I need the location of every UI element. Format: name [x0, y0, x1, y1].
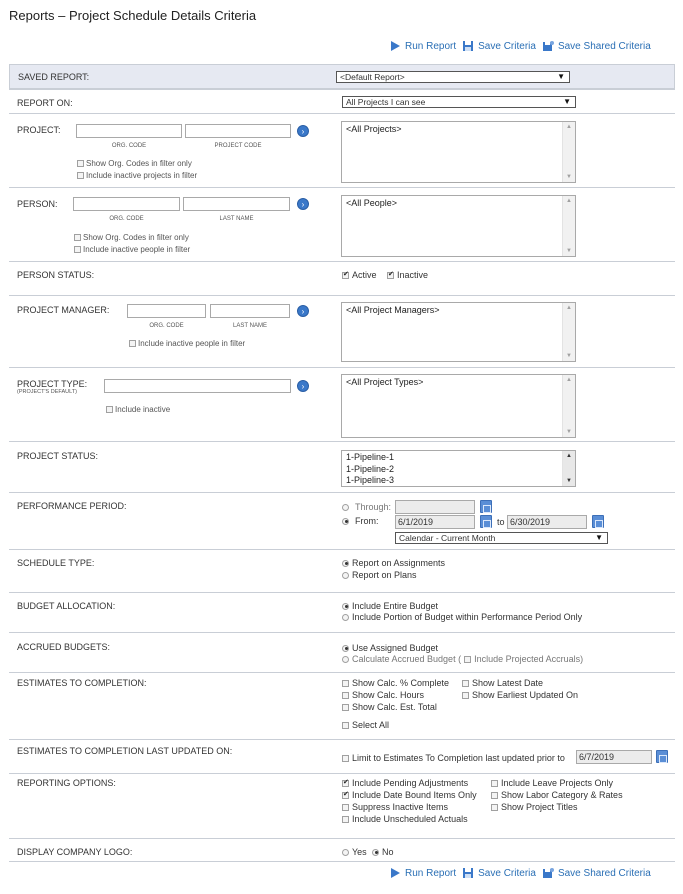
bottom-toolbar — [389, 866, 651, 880]
project-include-inactive[interactable] — [77, 171, 197, 180]
unscheduled-actuals-label: Include Unscheduled Actuals — [352, 814, 468, 824]
project-status-row — [9, 441, 675, 492]
leave-projects-checkbox[interactable] — [491, 780, 498, 787]
report-on-value: All Projects I can see — [346, 97, 426, 107]
labor-category-checkbox[interactable] — [491, 792, 498, 799]
calculate-accrued-radio[interactable] — [342, 656, 349, 663]
person-org-code-input[interactable] — [73, 197, 180, 211]
run-report-label: Run Report — [405, 40, 457, 52]
top-toolbar — [389, 39, 651, 53]
list-item[interactable]: <All Projects> — [346, 124, 402, 134]
report-on-plans-option[interactable] — [342, 570, 417, 580]
save-criteria-label: Save Criteria — [478, 40, 536, 52]
report-on-label: REPORT ON: — [17, 98, 73, 108]
report-on-select[interactable] — [342, 96, 576, 108]
logo-yes-option[interactable] — [342, 847, 367, 857]
limit-estimates-label: Limit to Estimates To Completion last updated prior to — [352, 753, 565, 763]
through-radio[interactable] — [342, 504, 349, 511]
reporting-options-label: REPORTING OPTIONS: — [17, 778, 116, 788]
latest-date-option[interactable] — [462, 678, 543, 688]
calc-pct-checkbox[interactable] — [342, 680, 349, 687]
project-org-code-input[interactable] — [76, 124, 182, 138]
estimates-row — [9, 672, 675, 739]
project-include-inactive-checkbox[interactable] — [77, 172, 84, 179]
use-assigned-budget-option[interactable] — [342, 643, 438, 653]
project-show-org-codes[interactable] — [77, 159, 192, 168]
schedule-type-row — [9, 549, 675, 592]
scroll-up-icon[interactable]: ▲ — [566, 198, 572, 204]
project-status-listbox[interactable] — [341, 450, 576, 487]
person-status-active[interactable] — [342, 270, 377, 280]
scrollbar[interactable] — [562, 303, 575, 361]
scroll-up-icon[interactable]: ▲ — [566, 453, 572, 459]
logo-no-label: No — [382, 847, 394, 857]
pending-adjustments-option[interactable] — [342, 778, 468, 788]
estimates-last-updated-label: ESTIMATES TO COMPLETION LAST UPDATED ON: — [17, 746, 233, 756]
list-item[interactable]: 1-Pipeline-1 — [346, 452, 395, 462]
saved-report-row — [9, 64, 675, 89]
estimates-label: ESTIMATES TO COMPLETION: — [17, 678, 147, 688]
save-shared-criteria-label: Save Shared Criteria — [557, 40, 651, 52]
project-type-include-inactive[interactable] — [106, 405, 170, 414]
pm-last-name-input[interactable] — [210, 304, 290, 318]
last-name-caption: LAST NAME — [233, 323, 267, 329]
select-all-label: Select All — [352, 720, 390, 730]
performance-period-label: PERFORMANCE PERIOD: — [17, 501, 127, 511]
project-type-include-inactive-checkbox[interactable] — [106, 406, 113, 413]
project-status-label: PROJECT STATUS: — [17, 451, 99, 461]
active-checkbox[interactable] — [342, 272, 349, 279]
logo-no-radio[interactable] — [372, 849, 379, 856]
through-date-input[interactable] — [395, 500, 475, 514]
person-last-name-input[interactable] — [183, 197, 290, 211]
period-value: Calendar - Current Month — [399, 533, 496, 543]
org-code-caption: ORG. CODE — [149, 323, 184, 329]
scroll-down-icon[interactable]: ▼ — [566, 353, 572, 359]
inactive-label: Inactive — [397, 270, 429, 280]
list-item[interactable]: <All Project Types> — [346, 377, 424, 387]
scroll-up-icon[interactable]: ▲ — [566, 305, 572, 311]
person-include-inactive-checkbox[interactable] — [74, 246, 81, 253]
project-titles-checkbox[interactable] — [491, 804, 498, 811]
company-logo-label: DISPLAY COMPANY LOGO: — [17, 847, 133, 857]
person-status-row — [9, 261, 675, 295]
performance-period-row — [9, 492, 675, 549]
calc-hours-label: Show Calc. Hours — [352, 690, 425, 700]
logo-yes-radio[interactable] — [342, 849, 349, 856]
active-label: Active — [352, 270, 377, 280]
scroll-down-icon[interactable]: ▼ — [566, 248, 572, 254]
from-radio[interactable] — [342, 518, 349, 525]
project-type-go-button[interactable] — [297, 380, 309, 392]
chevron-down-icon: ▼ — [595, 533, 603, 542]
save-criteria-button[interactable] — [462, 867, 536, 879]
person-status-label: PERSON STATUS: — [17, 270, 95, 280]
accrued-budgets-row — [9, 632, 675, 672]
suppress-inactive-checkbox[interactable] — [342, 804, 349, 811]
to-date-value: 6/30/2019 — [510, 517, 551, 527]
reporting-options-row — [9, 773, 675, 838]
run-report-button[interactable] — [389, 40, 456, 52]
select-all-checkbox[interactable] — [342, 722, 349, 729]
include-projected-checkbox[interactable] — [464, 656, 471, 663]
project-listbox[interactable] — [341, 121, 576, 183]
latest-date-checkbox[interactable] — [462, 680, 469, 687]
entire-budget-option[interactable] — [342, 601, 438, 611]
calculate-accrued-label: Calculate Accrued Budget ( — [352, 654, 462, 664]
arrow-right-circle-icon: › — [301, 127, 305, 136]
save-criteria-label: Save Criteria — [478, 867, 536, 879]
include-projected-label: Include Projected Accruals) — [474, 654, 584, 664]
calendar-icon[interactable] — [656, 750, 668, 763]
labor-category-label: Show Labor Category & Rates — [501, 790, 623, 800]
list-item[interactable]: 1-Pipeline-3 — [346, 475, 395, 485]
person-include-inactive-label: Include inactive people in filter — [83, 245, 191, 254]
scrollbar[interactable] — [562, 196, 575, 256]
portion-budget-radio[interactable] — [342, 614, 349, 621]
calc-pct-option[interactable] — [342, 678, 449, 688]
org-code-caption: ORG. CODE — [111, 143, 147, 149]
save-shared-criteria-label: Save Shared Criteria — [557, 867, 651, 879]
saved-report-label: SAVED REPORT: — [18, 72, 90, 82]
estimates-last-updated-row — [9, 739, 675, 773]
date-bound-checkbox[interactable] — [342, 792, 349, 799]
date-bound-label: Include Date Bound Items Only — [352, 790, 477, 800]
limit-estimates-checkbox[interactable] — [342, 755, 349, 762]
project-type-sublabel: (PROJECT'S DEFAULT) — [17, 389, 77, 395]
project-type-include-inactive-label: Include inactive — [115, 405, 171, 414]
project-code-caption: PROJECT CODE — [214, 143, 262, 149]
to-label: to — [497, 517, 505, 527]
plans-radio[interactable] — [342, 572, 349, 579]
arrow-right-circle-icon: › — [301, 307, 305, 316]
portion-budget-option[interactable] — [342, 612, 582, 622]
project-titles-option[interactable] — [491, 802, 578, 812]
chevron-down-icon: ▼ — [563, 97, 571, 106]
person-status-inactive[interactable] — [387, 270, 428, 280]
logo-yes-label: Yes — [352, 847, 367, 857]
to-date-input[interactable] — [507, 515, 587, 529]
shared-save-icon — [542, 867, 554, 879]
floppy-icon — [462, 867, 474, 879]
use-assigned-label: Use Assigned Budget — [352, 643, 439, 653]
labor-category-option[interactable] — [491, 790, 623, 800]
scroll-down-icon[interactable]: ▼ — [566, 478, 572, 484]
date-bound-option[interactable] — [342, 790, 477, 800]
person-include-inactive[interactable] — [74, 245, 190, 254]
leave-projects-label: Include Leave Projects Only — [501, 778, 614, 788]
list-item[interactable]: <All People> — [346, 198, 398, 208]
portion-budget-label: Include Portion of Budget within Performance Period Only — [352, 612, 583, 622]
limit-date-value: 6/7/2019 — [579, 752, 615, 762]
scroll-down-icon[interactable]: ▼ — [566, 429, 572, 435]
report-on-assignments-option[interactable] — [342, 558, 445, 568]
assignments-radio[interactable] — [342, 560, 349, 567]
assignments-label: Report on Assignments — [352, 558, 446, 568]
arrow-right-circle-icon: › — [301, 200, 305, 209]
person-show-org-codes-checkbox[interactable] — [74, 234, 81, 241]
suppress-inactive-label: Suppress Inactive Items — [352, 802, 449, 812]
person-row — [9, 187, 675, 261]
scroll-up-icon[interactable]: ▲ — [566, 377, 572, 383]
accrued-budgets-label: ACCRUED BUDGETS: — [17, 642, 111, 652]
earliest-updated-option[interactable] — [462, 690, 578, 700]
calculate-accrued-option[interactable] — [342, 654, 583, 664]
scrollbar[interactable] — [562, 451, 575, 486]
project-type-input[interactable] — [104, 379, 291, 393]
project-manager-label: PROJECT MANAGER: — [17, 305, 110, 315]
from-option[interactable] — [342, 516, 379, 526]
calendar-icon[interactable] — [592, 515, 604, 528]
limit-date-input[interactable] — [576, 750, 652, 764]
scroll-down-icon[interactable]: ▼ — [566, 174, 572, 180]
scrollbar[interactable] — [562, 375, 575, 437]
project-type-label: PROJECT TYPE: — [17, 379, 88, 389]
last-name-caption: LAST NAME — [219, 216, 254, 222]
calc-hours-checkbox[interactable] — [342, 692, 349, 699]
project-show-org-codes-label: Show Org. Codes in filter only — [86, 159, 192, 168]
inactive-checkbox[interactable] — [387, 272, 394, 279]
earliest-updated-label: Show Earliest Updated On — [472, 690, 579, 700]
schedule-type-label: SCHEDULE TYPE: — [17, 558, 95, 568]
save-criteria-button[interactable] — [462, 40, 536, 52]
pm-include-inactive[interactable] — [129, 339, 245, 348]
run-report-label: Run Report — [405, 867, 457, 879]
save-shared-criteria-button[interactable] — [542, 40, 651, 52]
entire-budget-radio[interactable] — [342, 603, 349, 610]
project-manager-row — [9, 295, 675, 367]
project-row — [9, 113, 675, 187]
period-select[interactable] — [395, 532, 608, 544]
report-on-row — [9, 89, 675, 113]
floppy-icon — [462, 40, 474, 52]
project-manager-listbox[interactable] — [341, 302, 576, 362]
earliest-updated-checkbox[interactable] — [462, 692, 469, 699]
project-code-input[interactable] — [185, 124, 291, 138]
project-include-inactive-label: Include inactive projects in filter — [86, 171, 198, 180]
calendar-icon[interactable] — [480, 500, 492, 513]
latest-date-label: Show Latest Date — [472, 678, 544, 688]
play-icon — [389, 867, 401, 879]
page-title: Reports – Project Schedule Details Criteria — [9, 8, 257, 23]
calc-hours-option[interactable] — [342, 690, 424, 700]
saved-report-value: <Default Report> — [340, 72, 405, 82]
pm-go-button[interactable] — [297, 305, 309, 317]
person-show-org-codes-label: Show Org. Codes in filter only — [83, 233, 189, 242]
leave-projects-option[interactable] — [491, 778, 613, 788]
scrollbar[interactable] — [562, 122, 575, 182]
select-all-option[interactable] — [342, 720, 389, 730]
calc-pct-label: Show Calc. % Complete — [352, 678, 450, 688]
suppress-inactive-option[interactable] — [342, 802, 448, 812]
calc-total-option[interactable] — [342, 702, 437, 712]
pm-include-inactive-checkbox[interactable] — [129, 340, 136, 347]
org-code-caption: ORG. CODE — [109, 216, 144, 222]
project-label: PROJECT: — [17, 125, 61, 135]
person-label: PERSON: — [17, 199, 58, 209]
play-icon — [389, 40, 401, 52]
saved-report-select[interactable] — [336, 71, 570, 83]
plans-label: Report on Plans — [352, 570, 417, 580]
run-report-button[interactable] — [389, 867, 456, 879]
budget-allocation-label: BUDGET ALLOCATION: — [17, 601, 116, 611]
company-logo-row — [9, 838, 675, 862]
from-date-value: 6/1/2019 — [398, 517, 434, 527]
arrow-right-circle-icon: › — [301, 382, 305, 391]
project-type-row — [9, 367, 675, 441]
from-label: From: — [355, 516, 379, 526]
list-item[interactable]: 1-Pipeline-2 — [346, 463, 395, 474]
pending-adjustments-checkbox[interactable] — [342, 780, 349, 787]
limit-estimates-option[interactable] — [342, 753, 565, 763]
calc-total-label: Show Calc. Est. Total — [352, 702, 437, 712]
calendar-icon[interactable] — [480, 515, 492, 528]
use-assigned-radio[interactable] — [342, 645, 349, 652]
list-item[interactable]: <All Project Managers> — [346, 305, 440, 315]
through-option[interactable] — [342, 502, 391, 512]
unscheduled-actuals-checkbox[interactable] — [342, 816, 349, 823]
pm-org-code-input[interactable] — [127, 304, 206, 318]
project-show-org-codes-checkbox[interactable] — [77, 160, 84, 167]
budget-allocation-row — [9, 592, 675, 632]
from-date-input[interactable] — [395, 515, 475, 529]
shared-save-icon — [542, 40, 554, 52]
logo-no-option[interactable] — [372, 847, 394, 857]
unscheduled-actuals-option[interactable] — [342, 814, 468, 824]
project-titles-label: Show Project Titles — [501, 802, 578, 812]
through-label: Through: — [355, 502, 392, 512]
person-go-button[interactable] — [297, 198, 309, 210]
project-type-listbox[interactable] — [341, 374, 576, 438]
scroll-up-icon[interactable]: ▲ — [566, 124, 572, 130]
person-show-org-codes[interactable] — [74, 233, 189, 242]
chevron-down-icon: ▼ — [557, 72, 565, 81]
entire-budget-label: Include Entire Budget — [352, 601, 439, 611]
pending-adjustments-label: Include Pending Adjustments — [352, 778, 469, 788]
save-shared-criteria-button[interactable] — [542, 867, 651, 879]
calc-total-checkbox[interactable] — [342, 704, 349, 711]
person-listbox[interactable] — [341, 195, 576, 257]
pm-include-inactive-label: Include inactive people in filter — [138, 339, 246, 348]
project-go-button[interactable] — [297, 125, 309, 137]
